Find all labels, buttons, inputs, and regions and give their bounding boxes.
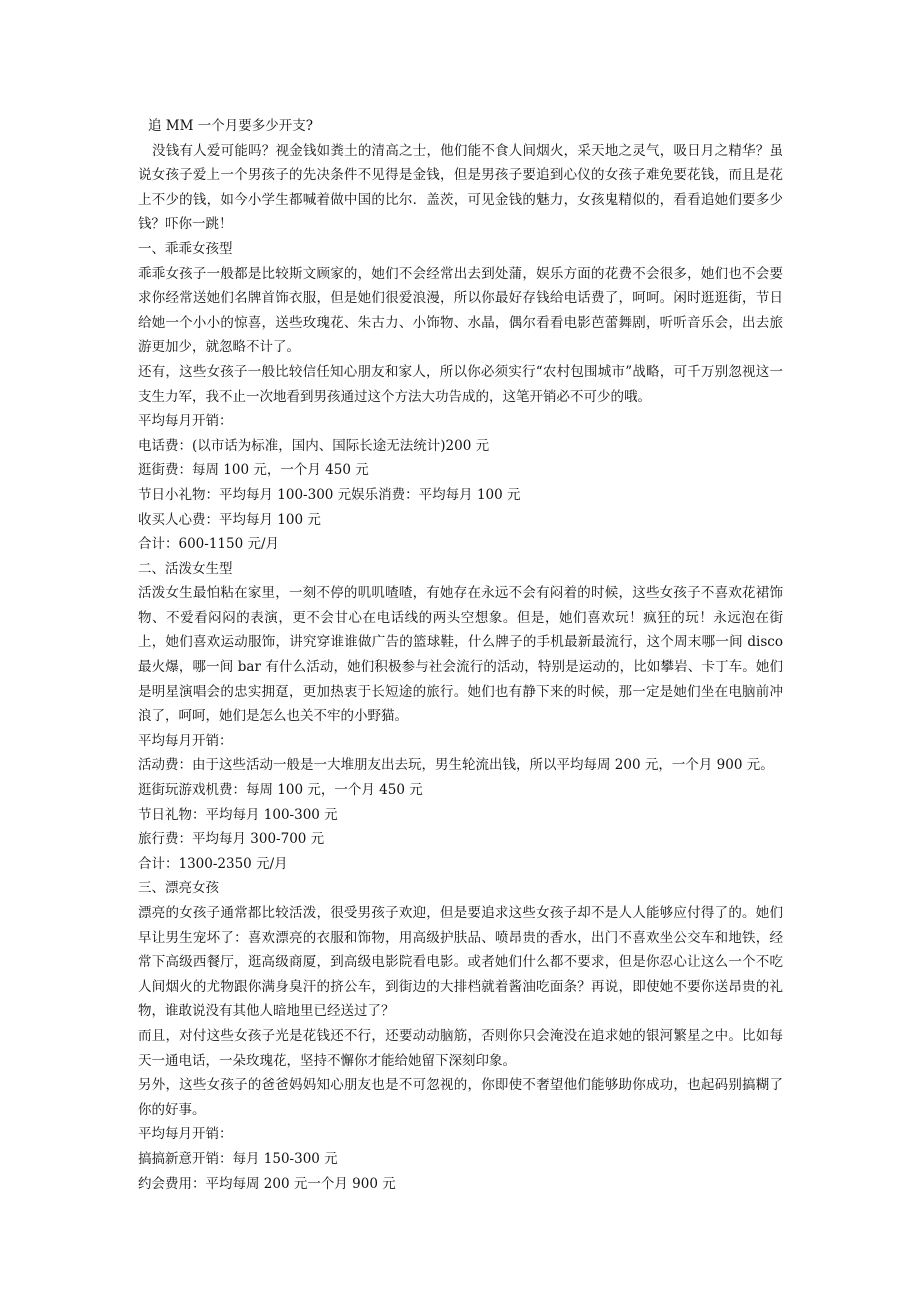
expense-line: 约会费用：平均每周 200 元一个月 900 元	[138, 1175, 396, 1192]
expense-total: 合计：600-1150 元/月	[138, 536, 280, 553]
section-heading: 二、活泼女生型	[138, 560, 233, 577]
expense-line: 旅行费：平均每月 300-700 元	[138, 831, 325, 848]
section-heading: 一、乖乖女孩型	[138, 240, 233, 257]
expense-line: 节日小礼物：平均每月 100-300 元娱乐消费：平均每月 100 元	[138, 486, 521, 503]
expense-heading: 平均每月开销：	[138, 413, 233, 430]
body-paragraph: 还有，这些女孩子一般比较信任知心朋友和家人，所以你必须实行“农村包围城市”战略，可千万别忽视这一支生力军，我不止一次地看到男孩通过这个方法大功告成的，这笔开销必不可少的哦。	[138, 363, 783, 405]
body-paragraph: 另外，这些女孩子的爸爸妈妈知心朋友也是不可忽视的，你即使不奢望他们能够助你成功，也起码别搞糊了你的好事。	[138, 1077, 783, 1118]
body-paragraph: 活泼女生最怕粘在家里，一刻不停的叽叽喳喳，有她存在永远不会有闷着的时候，这些女孩子不喜欢花裙饰物、不爱看闷闷的表演，更不会甘心在电话线的两头空想象。但是，她们喜欢玩！疯狂的玩！永远泡在街上，她们喜欢运动服饰，讲究穿谁谁做广告的篮球鞋，什么牌子的手机最新最流行，这个周末哪一间 disco 最火爆，哪一间 bar 有什么活动，她们积极参与社会流行的活动，特别是运动的，比如攀岩、卡丁车。她们是明星演唱会的忠实拥趸，更加热衷于长短途的旅行。她们也有静下来的时候，那一定是她们坐在电脑前冲浪了，呵呵，她们是怎么也关不牢的小野猫。	[138, 585, 783, 725]
intro-paragraph: 没钱有人爱可能吗？视金钱如粪土的清高之士，他们能不食人间烟火，采天地之灵气，吸日月之精华？虽说女孩子爱上一个男孩子的先决条件不见得是金钱，但是男孩子要追到心仪的女孩子难免要花钱，而且是花上不少的钱，如今小学生都喊着做中国的比尔．盖茨，可见金钱的魅力，女孩鬼精似的，看看追她们要多少钱？吓你一跳！	[138, 142, 783, 233]
expense-line: 活动费：由于这些活动一般是一大堆朋友出去玩，男生轮流出钱，所以平均每周 200 元，一个月 900 元。	[138, 757, 774, 774]
expense-line: 逛街费：每周 100 元，一个月 450 元	[138, 462, 369, 479]
expense-heading: 平均每月开销：	[138, 732, 233, 749]
section-heading: 三、漂亮女孩	[138, 880, 219, 897]
expense-line: 电话费：(以市话为标准，国内、国际长途无法统计)200 元	[138, 437, 490, 454]
expense-line: 收买人心费：平均每月 100 元	[138, 511, 321, 528]
document-body	[138, 114, 783, 1196]
expense-total: 合计：1300-2350 元/月	[138, 855, 288, 872]
expense-line: 节日礼物：平均每月 100-300 元	[138, 806, 338, 823]
expense-line: 搞搞新意开销：每月 150-300 元	[138, 1150, 338, 1167]
expense-line: 逛街玩游戏机费：每周 100 元，一个月 450 元	[138, 782, 423, 799]
body-paragraph: 而且，对付这些女孩子光是花钱还不行，还要动动脑筋，否则你只会淹没在追求她的银河繁星之中。比如每天一通电话，一朵玫瑰花，坚持不懈你才能给她留下深刻印象。	[138, 1027, 783, 1069]
expense-heading: 平均每月开销：	[138, 1126, 233, 1143]
body-paragraph: 漂亮的女孩子通常都比较活泼，很受男孩子欢迎，但是要追求这些女孩子却不是人人能够应付得了的。她们早让男生宠坏了：喜欢漂亮的衣服和饰物，用高级护肤品、喷昂贵的香水，出门不喜欢坐公交车和地铁，经常下高级西餐厅，逛高级商厦，到高级电影院看电影。或者她们什么都不要求，但是你忍心让这么一个不吃人间烟火的尤物跟你满身臭汗的挤公车，到街边的大排档就着酱油吃面条？再说，即使她不要你送昂贵的礼物，谁敢说没有其他人暗地里已经送过了？	[138, 905, 783, 1020]
document-title: 追 MM 一个月要多少开支?	[148, 118, 313, 134]
body-paragraph: 乖乖女孩子一般都是比较斯文顾家的，她们不会经常出去到处蒲，娱乐方面的花费不会很多，她们也不会要求你经常送她们名牌首饰衣服，但是她们很爱浪漫，所以你最好存钱给电话费了，呵呵。闲时逛逛街，节日给她一个小小的惊喜，送些玫瑰花、朱古力、小饰物、水晶，偶尔看看电影芭蕾舞剧，听听音乐会，出去旅游更加少，就忽略不计了。	[138, 265, 783, 356]
